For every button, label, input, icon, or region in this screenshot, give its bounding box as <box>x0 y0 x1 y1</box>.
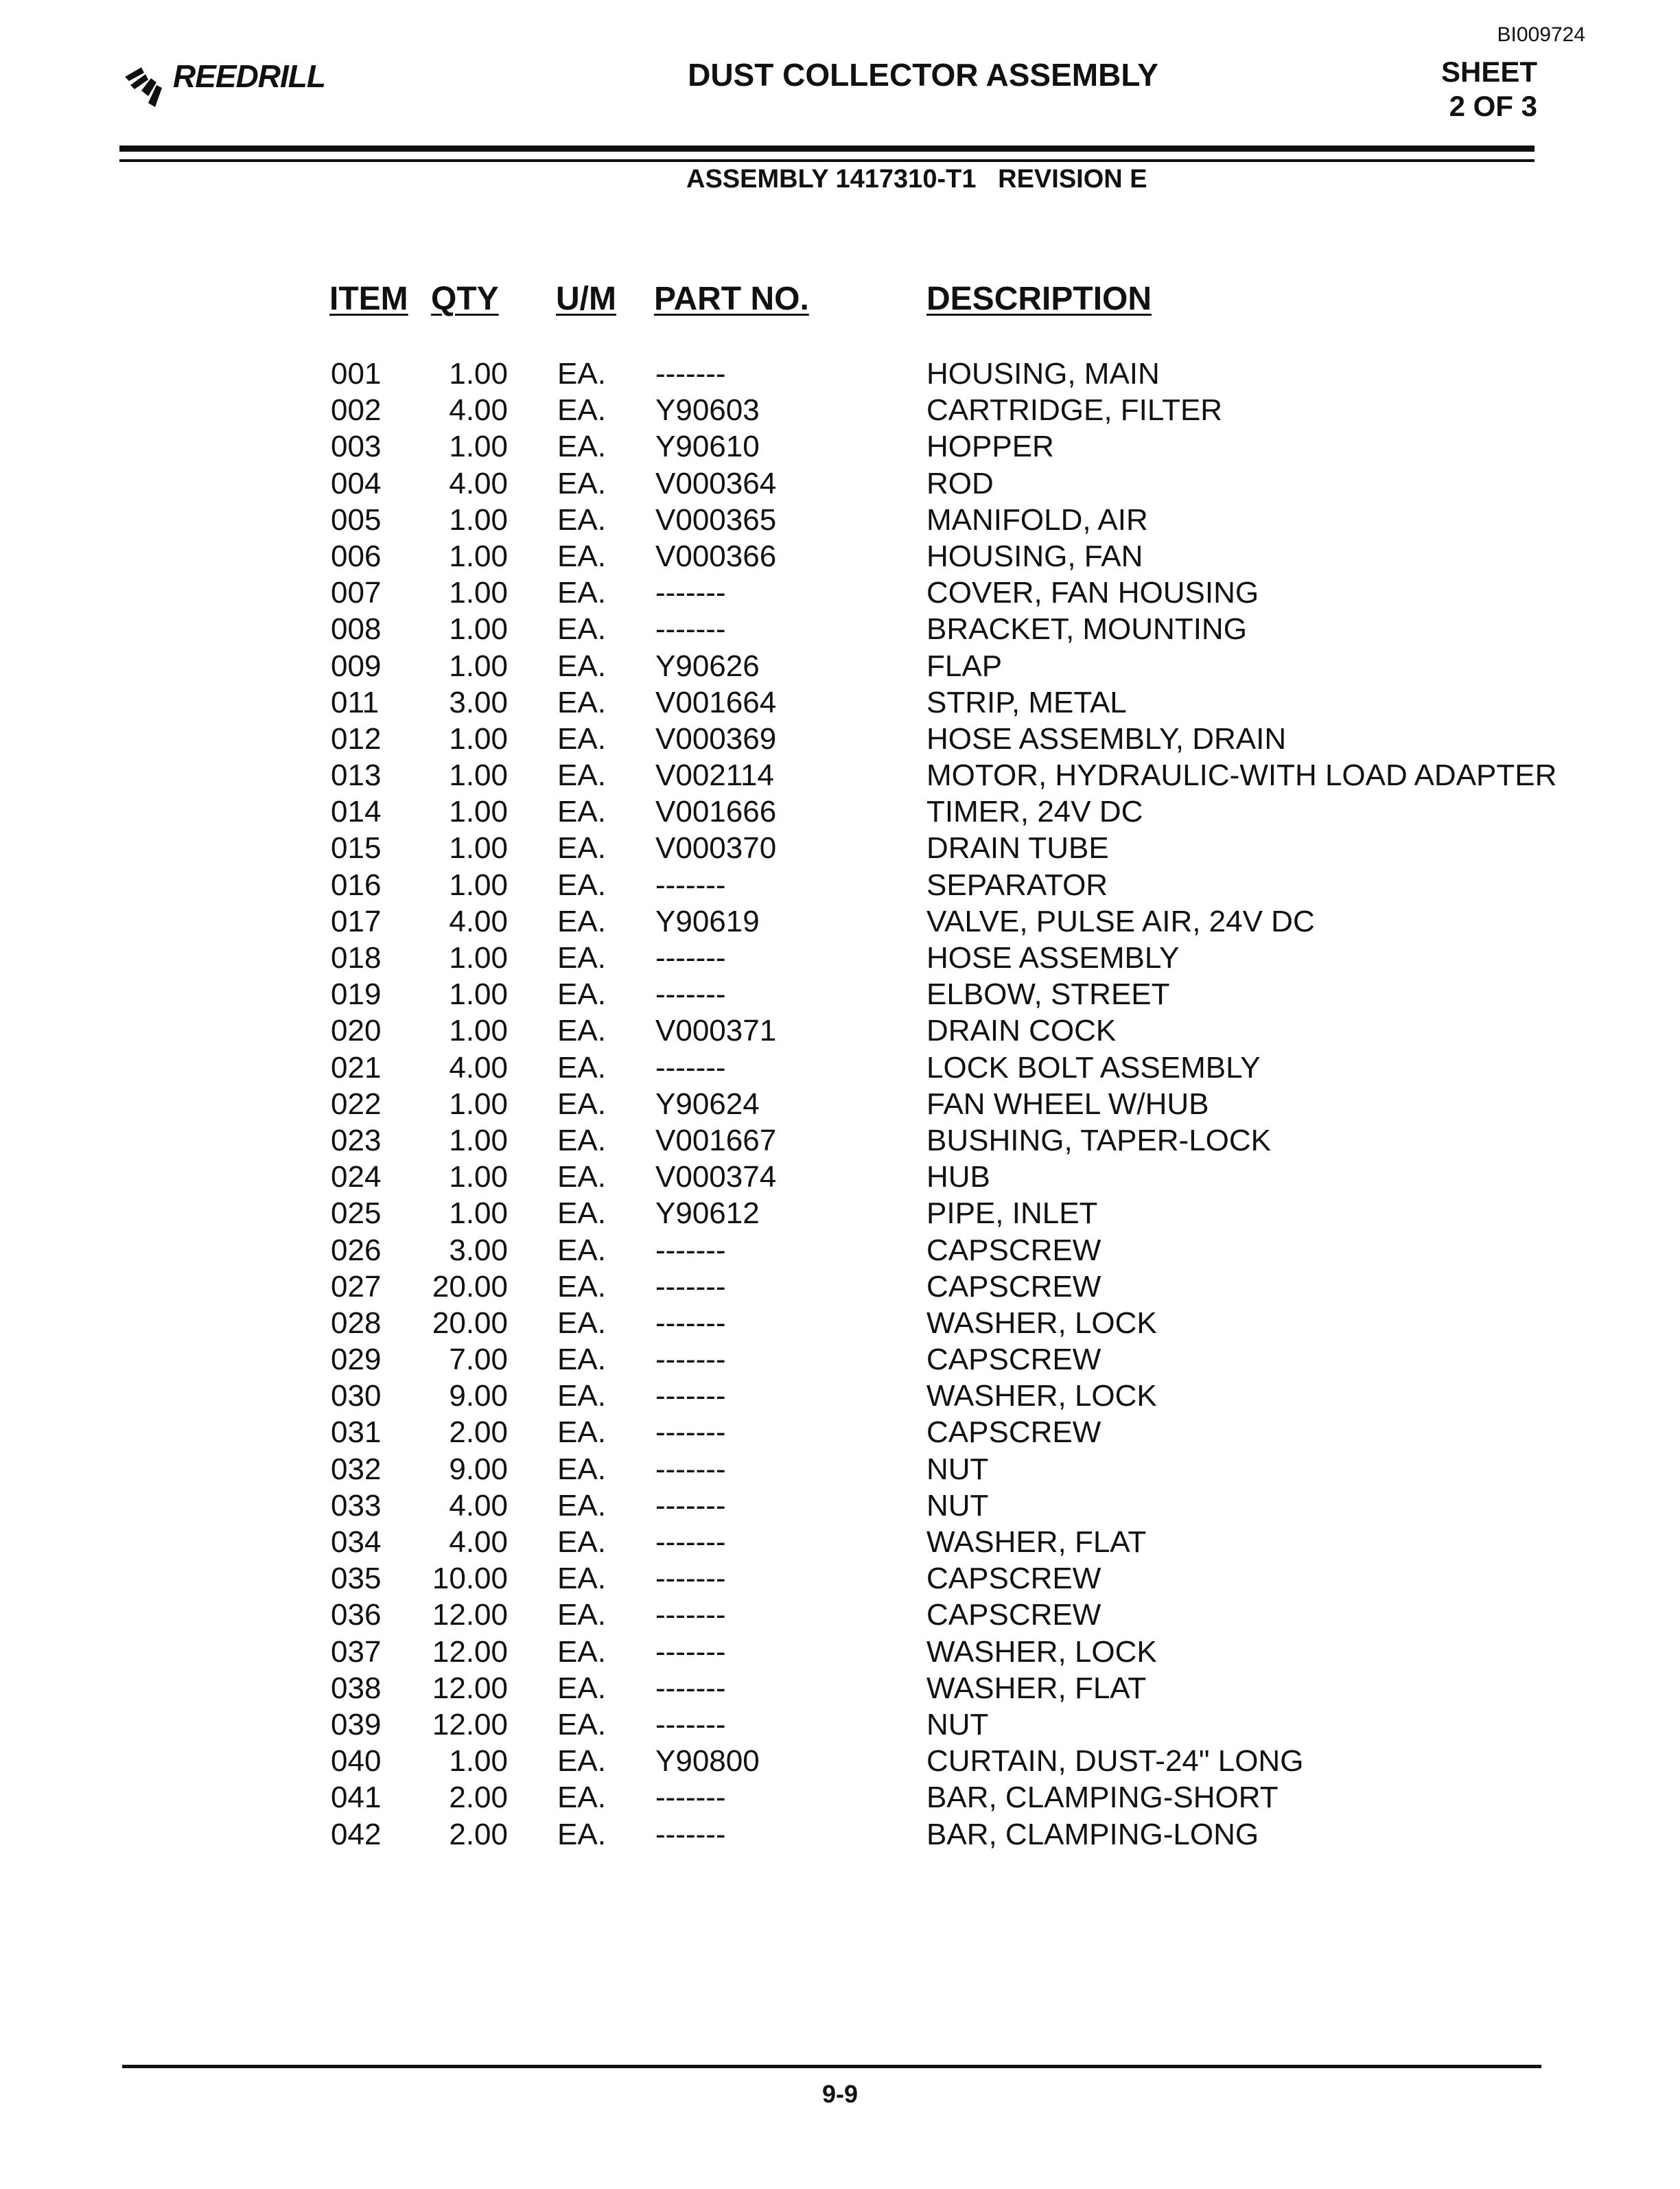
item-number: 020 <box>331 1014 382 1048</box>
item-number: 037 <box>331 1634 382 1669</box>
quantity: 7.00 <box>449 1343 508 1377</box>
part-number: ------- <box>655 1050 726 1085</box>
description: BAR, CLAMPING-SHORT <box>926 1781 1279 1815</box>
part-number: V000365 <box>655 502 777 537</box>
description: HOSE ASSEMBLY, DRAIN <box>926 721 1287 756</box>
unit-of-measure: EA. <box>557 1379 606 1413</box>
part-number: V000369 <box>655 721 777 756</box>
item-number: 016 <box>331 868 382 902</box>
table-header <box>0 280 1680 318</box>
item-number: 014 <box>331 795 382 829</box>
sheet-label: SHEET <box>1440 56 1537 88</box>
table-row <box>0 611 1680 647</box>
item-number: 017 <box>331 904 382 938</box>
unit-of-measure: EA. <box>557 576 606 610</box>
table-row <box>0 1012 1680 1049</box>
logo-text: REEDRILL <box>173 58 325 94</box>
table-row <box>0 830 1680 866</box>
description: BRACKET, MOUNTING <box>926 612 1247 647</box>
description: WASHER, FLAT <box>926 1671 1147 1705</box>
unit-of-measure: EA. <box>557 1160 606 1194</box>
column-header-item: ITEM <box>329 281 408 317</box>
unit-of-measure: EA. <box>557 612 606 647</box>
part-number: ------- <box>655 1598 726 1632</box>
part-number: V001664 <box>655 685 777 719</box>
quantity: 2.00 <box>449 1817 508 1851</box>
description: DRAIN COCK <box>926 1014 1117 1048</box>
unit-of-measure: EA. <box>557 649 606 683</box>
description: ROD <box>926 466 994 500</box>
quantity: 1.00 <box>449 868 508 902</box>
description: MOTOR, HYDRAULIC-WITH LOAD ADAPTER <box>926 758 1557 793</box>
table-row <box>0 1269 1680 1305</box>
part-number: V001666 <box>655 795 777 829</box>
description: FLAP <box>926 649 1003 683</box>
table-row <box>0 1159 1680 1195</box>
quantity: 1.00 <box>449 1087 508 1121</box>
document-title: DUST COLLECTOR ASSEMBLY <box>688 57 1158 93</box>
column-header-um: U/M <box>556 281 616 317</box>
table-row <box>0 575 1680 611</box>
description: CAPSCREW <box>926 1343 1101 1377</box>
item-number: 034 <box>331 1525 382 1559</box>
unit-of-measure: EA. <box>557 1233 606 1267</box>
assembly-revision: ASSEMBLY 1417310-T1 REVISION E <box>686 165 1147 194</box>
item-number: 039 <box>331 1707 382 1741</box>
part-number: ------- <box>655 1781 726 1815</box>
quantity: 9.00 <box>449 1379 508 1413</box>
unit-of-measure: EA. <box>557 466 606 500</box>
quantity: 20.00 <box>432 1306 508 1340</box>
table-row <box>0 502 1680 538</box>
unit-of-measure: EA. <box>557 539 606 573</box>
item-number: 002 <box>331 393 382 428</box>
unit-of-measure: EA. <box>557 721 606 756</box>
quantity: 10.00 <box>432 1562 508 1596</box>
company-logo <box>121 58 325 113</box>
item-number: 013 <box>331 758 382 793</box>
description: SEPARATOR <box>926 868 1108 902</box>
part-number: ------- <box>655 1707 726 1741</box>
part-number: Y90610 <box>655 430 760 464</box>
part-number: ------- <box>655 1488 726 1522</box>
unit-of-measure: EA. <box>557 357 606 391</box>
description: HOUSING, MAIN <box>926 357 1160 391</box>
table-row <box>0 1670 1680 1706</box>
item-number: 042 <box>331 1817 382 1851</box>
sheet-indicator <box>1400 55 1537 124</box>
unit-of-measure: EA. <box>557 1343 606 1377</box>
table-row <box>0 538 1680 575</box>
quantity: 4.00 <box>449 904 508 938</box>
part-number: ------- <box>655 1415 726 1450</box>
description: WASHER, LOCK <box>926 1379 1157 1413</box>
unit-of-measure: EA. <box>557 1671 606 1705</box>
item-number: 022 <box>331 1087 382 1121</box>
item-number: 018 <box>331 941 382 975</box>
part-number: V000364 <box>655 466 777 500</box>
quantity: 1.00 <box>449 795 508 829</box>
item-number: 030 <box>331 1379 382 1413</box>
part-number: Y90612 <box>655 1196 760 1231</box>
table-row <box>0 465 1680 502</box>
table-row <box>0 1779 1680 1816</box>
description: HOSE ASSEMBLY <box>926 941 1180 975</box>
item-number: 015 <box>331 831 382 866</box>
description: CAPSCREW <box>926 1562 1101 1596</box>
description: CAPSCREW <box>926 1233 1101 1267</box>
part-number: ------- <box>655 1525 726 1559</box>
unit-of-measure: EA. <box>557 1488 606 1522</box>
item-number: 040 <box>331 1744 382 1779</box>
item-number: 027 <box>331 1269 382 1304</box>
unit-of-measure: EA. <box>557 795 606 829</box>
unit-of-measure: EA. <box>557 1196 606 1231</box>
quantity: 12.00 <box>432 1598 508 1632</box>
description: PIPE, INLET <box>926 1196 1098 1231</box>
table-row <box>0 757 1680 794</box>
description: CURTAIN, DUST-24" LONG <box>926 1744 1304 1779</box>
part-number: ------- <box>655 1452 726 1486</box>
unit-of-measure: EA. <box>557 1562 606 1596</box>
table-row <box>0 684 1680 721</box>
item-number: 009 <box>331 649 382 683</box>
description: CAPSCREW <box>926 1269 1101 1304</box>
sheet-number: 2 OF 3 <box>1449 90 1537 122</box>
table-row <box>0 1743 1680 1779</box>
unit-of-measure: EA. <box>557 758 606 793</box>
unit-of-measure: EA. <box>557 1452 606 1486</box>
part-number: ------- <box>655 1634 726 1669</box>
item-number: 003 <box>331 430 382 464</box>
unit-of-measure: EA. <box>557 393 606 428</box>
part-number: ------- <box>655 977 726 1012</box>
item-number: 023 <box>331 1123 382 1157</box>
description: WASHER, LOCK <box>926 1634 1157 1669</box>
item-number: 021 <box>331 1050 382 1085</box>
quantity: 1.00 <box>449 649 508 683</box>
description: HOUSING, FAN <box>926 539 1143 573</box>
item-number: 019 <box>331 977 382 1012</box>
quantity: 20.00 <box>432 1269 508 1304</box>
description: HOPPER <box>926 430 1054 464</box>
quantity: 12.00 <box>432 1634 508 1669</box>
part-number: Y90603 <box>655 393 760 428</box>
item-number: 024 <box>331 1160 382 1194</box>
part-number: V000371 <box>655 1014 777 1048</box>
item-number: 011 <box>331 685 380 719</box>
table-row <box>0 1524 1680 1560</box>
item-number: 036 <box>331 1598 382 1632</box>
part-number: ------- <box>655 868 726 902</box>
part-number: ------- <box>655 1306 726 1340</box>
quantity: 4.00 <box>449 466 508 500</box>
item-number: 007 <box>331 576 382 610</box>
table-row <box>0 1086 1680 1122</box>
description: COVER, FAN HOUSING <box>926 576 1259 610</box>
table-row <box>0 794 1680 830</box>
unit-of-measure: EA. <box>557 977 606 1012</box>
quantity: 1.00 <box>449 758 508 793</box>
description: CAPSCREW <box>926 1598 1101 1632</box>
quantity: 2.00 <box>449 1415 508 1450</box>
item-number: 031 <box>331 1415 382 1450</box>
quantity: 4.00 <box>449 393 508 428</box>
description: STRIP, METAL <box>926 685 1127 719</box>
table-row <box>0 1305 1680 1341</box>
table-row <box>0 1050 1680 1086</box>
quantity: 1.00 <box>449 977 508 1012</box>
table-row <box>0 1341 1680 1378</box>
table-row <box>0 1122 1680 1159</box>
table-row <box>0 1816 1680 1853</box>
unit-of-measure: EA. <box>557 1525 606 1559</box>
quantity: 1.00 <box>449 1123 508 1157</box>
table-row <box>0 1451 1680 1487</box>
table-row <box>0 867 1680 903</box>
table-row <box>0 1597 1680 1633</box>
item-number: 026 <box>331 1233 382 1267</box>
part-number: V000374 <box>655 1160 777 1194</box>
description: WASHER, FLAT <box>926 1525 1147 1559</box>
table-row <box>0 648 1680 684</box>
part-number: V000370 <box>655 831 777 866</box>
description: CAPSCREW <box>926 1415 1101 1450</box>
part-number: ------- <box>655 1562 726 1596</box>
description: WASHER, LOCK <box>926 1306 1157 1340</box>
part-number: ------- <box>655 357 726 391</box>
quantity: 1.00 <box>449 357 508 391</box>
description: VALVE, PULSE AIR, 24V DC <box>926 904 1315 938</box>
item-number: 035 <box>331 1562 382 1596</box>
unit-of-measure: EA. <box>557 1415 606 1450</box>
item-number: 033 <box>331 1488 382 1522</box>
quantity: 1.00 <box>449 941 508 975</box>
item-number: 029 <box>331 1343 382 1377</box>
column-header-qty: QTY <box>431 281 499 317</box>
reedrill-logo-icon <box>121 58 176 113</box>
table-row <box>0 1232 1680 1269</box>
quantity: 1.00 <box>449 539 508 573</box>
table-row <box>0 1378 1680 1414</box>
description: CARTRIDGE, FILTER <box>926 393 1223 428</box>
part-number: ------- <box>655 1379 726 1413</box>
unit-of-measure: EA. <box>557 430 606 464</box>
quantity: 1.00 <box>449 612 508 647</box>
unit-of-measure: EA. <box>557 1817 606 1851</box>
unit-of-measure: EA. <box>557 1707 606 1741</box>
quantity: 1.00 <box>449 1744 508 1779</box>
item-number: 008 <box>331 612 382 647</box>
table-row <box>0 1560 1680 1597</box>
item-number: 012 <box>331 721 382 756</box>
item-number: 004 <box>331 466 382 500</box>
part-number: V000366 <box>655 539 777 573</box>
table-row <box>0 1706 1680 1743</box>
unit-of-measure: EA. <box>557 1014 606 1048</box>
table-row <box>0 940 1680 976</box>
table-row <box>0 428 1680 465</box>
quantity: 9.00 <box>449 1452 508 1486</box>
table-row <box>0 1414 1680 1450</box>
unit-of-measure: EA. <box>557 831 606 866</box>
quantity: 1.00 <box>449 721 508 756</box>
quantity: 1.00 <box>449 1014 508 1048</box>
item-number: 032 <box>331 1452 382 1486</box>
quantity: 1.00 <box>449 1196 508 1231</box>
header-rule-thick <box>119 146 1535 152</box>
quantity: 1.00 <box>449 576 508 610</box>
unit-of-measure: EA. <box>557 1269 606 1304</box>
table-row <box>0 356 1680 392</box>
unit-of-measure: EA. <box>557 868 606 902</box>
item-number: 025 <box>331 1196 382 1231</box>
part-number: V002114 <box>655 758 774 793</box>
item-number: 001 <box>331 357 382 391</box>
quantity: 4.00 <box>449 1488 508 1522</box>
table-row <box>0 1195 1680 1231</box>
part-number: ------- <box>655 1671 726 1705</box>
header-rule-thin <box>119 159 1535 162</box>
description: BAR, CLAMPING-LONG <box>926 1817 1259 1851</box>
unit-of-measure: EA. <box>557 502 606 537</box>
unit-of-measure: EA. <box>557 1087 606 1121</box>
table-row <box>0 392 1680 428</box>
unit-of-measure: EA. <box>557 904 606 938</box>
footer-rule <box>122 2065 1541 2068</box>
table-row <box>0 1634 1680 1670</box>
page-number: 9-9 <box>821 2080 859 2108</box>
description: MANIFOLD, AIR <box>926 502 1148 537</box>
quantity: 4.00 <box>449 1050 508 1085</box>
quantity: 1.00 <box>449 430 508 464</box>
table-row <box>0 976 1680 1012</box>
part-number: ------- <box>655 941 726 975</box>
parts-table <box>0 356 1680 1853</box>
description: NUT <box>926 1488 989 1522</box>
part-number: Y90619 <box>655 904 760 938</box>
unit-of-measure: EA. <box>557 1123 606 1157</box>
description: NUT <box>926 1707 989 1741</box>
description: ELBOW, STREET <box>926 977 1170 1012</box>
unit-of-measure: EA. <box>557 1781 606 1815</box>
part-number: Y90624 <box>655 1087 760 1121</box>
unit-of-measure: EA. <box>557 1744 606 1779</box>
item-number: 028 <box>331 1306 382 1340</box>
description: LOCK BOLT ASSEMBLY <box>926 1050 1261 1085</box>
part-number: ------- <box>655 576 726 610</box>
table-row <box>0 721 1680 757</box>
unit-of-measure: EA. <box>557 941 606 975</box>
description: DRAIN TUBE <box>926 831 1109 866</box>
part-number: ------- <box>655 1233 726 1267</box>
table-row <box>0 1487 1680 1524</box>
quantity: 4.00 <box>449 1525 508 1559</box>
quantity: 3.00 <box>449 1233 508 1267</box>
column-header-part-no: PART NO. <box>654 281 809 317</box>
quantity: 2.00 <box>449 1781 508 1815</box>
part-number: ------- <box>655 612 726 647</box>
part-number: V001667 <box>655 1123 777 1157</box>
quantity: 12.00 <box>432 1707 508 1741</box>
description: TIMER, 24V DC <box>926 795 1143 829</box>
item-number: 006 <box>331 539 382 573</box>
column-header-description: DESCRIPTION <box>926 281 1152 317</box>
unit-of-measure: EA. <box>557 1306 606 1340</box>
document-id: BI009724 <box>1497 23 1585 46</box>
unit-of-measure: EA. <box>557 1634 606 1669</box>
quantity: 1.00 <box>449 1160 508 1194</box>
part-number: ------- <box>655 1269 726 1304</box>
item-number: 038 <box>331 1671 382 1705</box>
item-number: 041 <box>331 1781 382 1815</box>
quantity: 3.00 <box>449 685 508 719</box>
unit-of-measure: EA. <box>557 685 606 719</box>
description: HUB <box>926 1160 990 1194</box>
quantity: 12.00 <box>432 1671 508 1705</box>
part-number: ------- <box>655 1817 726 1851</box>
unit-of-measure: EA. <box>557 1050 606 1085</box>
table-row <box>0 903 1680 940</box>
description: BUSHING, TAPER-LOCK <box>926 1123 1272 1157</box>
quantity: 1.00 <box>449 831 508 866</box>
unit-of-measure: EA. <box>557 1598 606 1632</box>
part-number: Y90626 <box>655 649 760 683</box>
part-number: ------- <box>655 1343 726 1377</box>
part-number: Y90800 <box>655 1744 760 1779</box>
quantity: 1.00 <box>449 502 508 537</box>
description: NUT <box>926 1452 989 1486</box>
item-number: 005 <box>331 502 382 537</box>
description: FAN WHEEL W/HUB <box>926 1087 1209 1121</box>
